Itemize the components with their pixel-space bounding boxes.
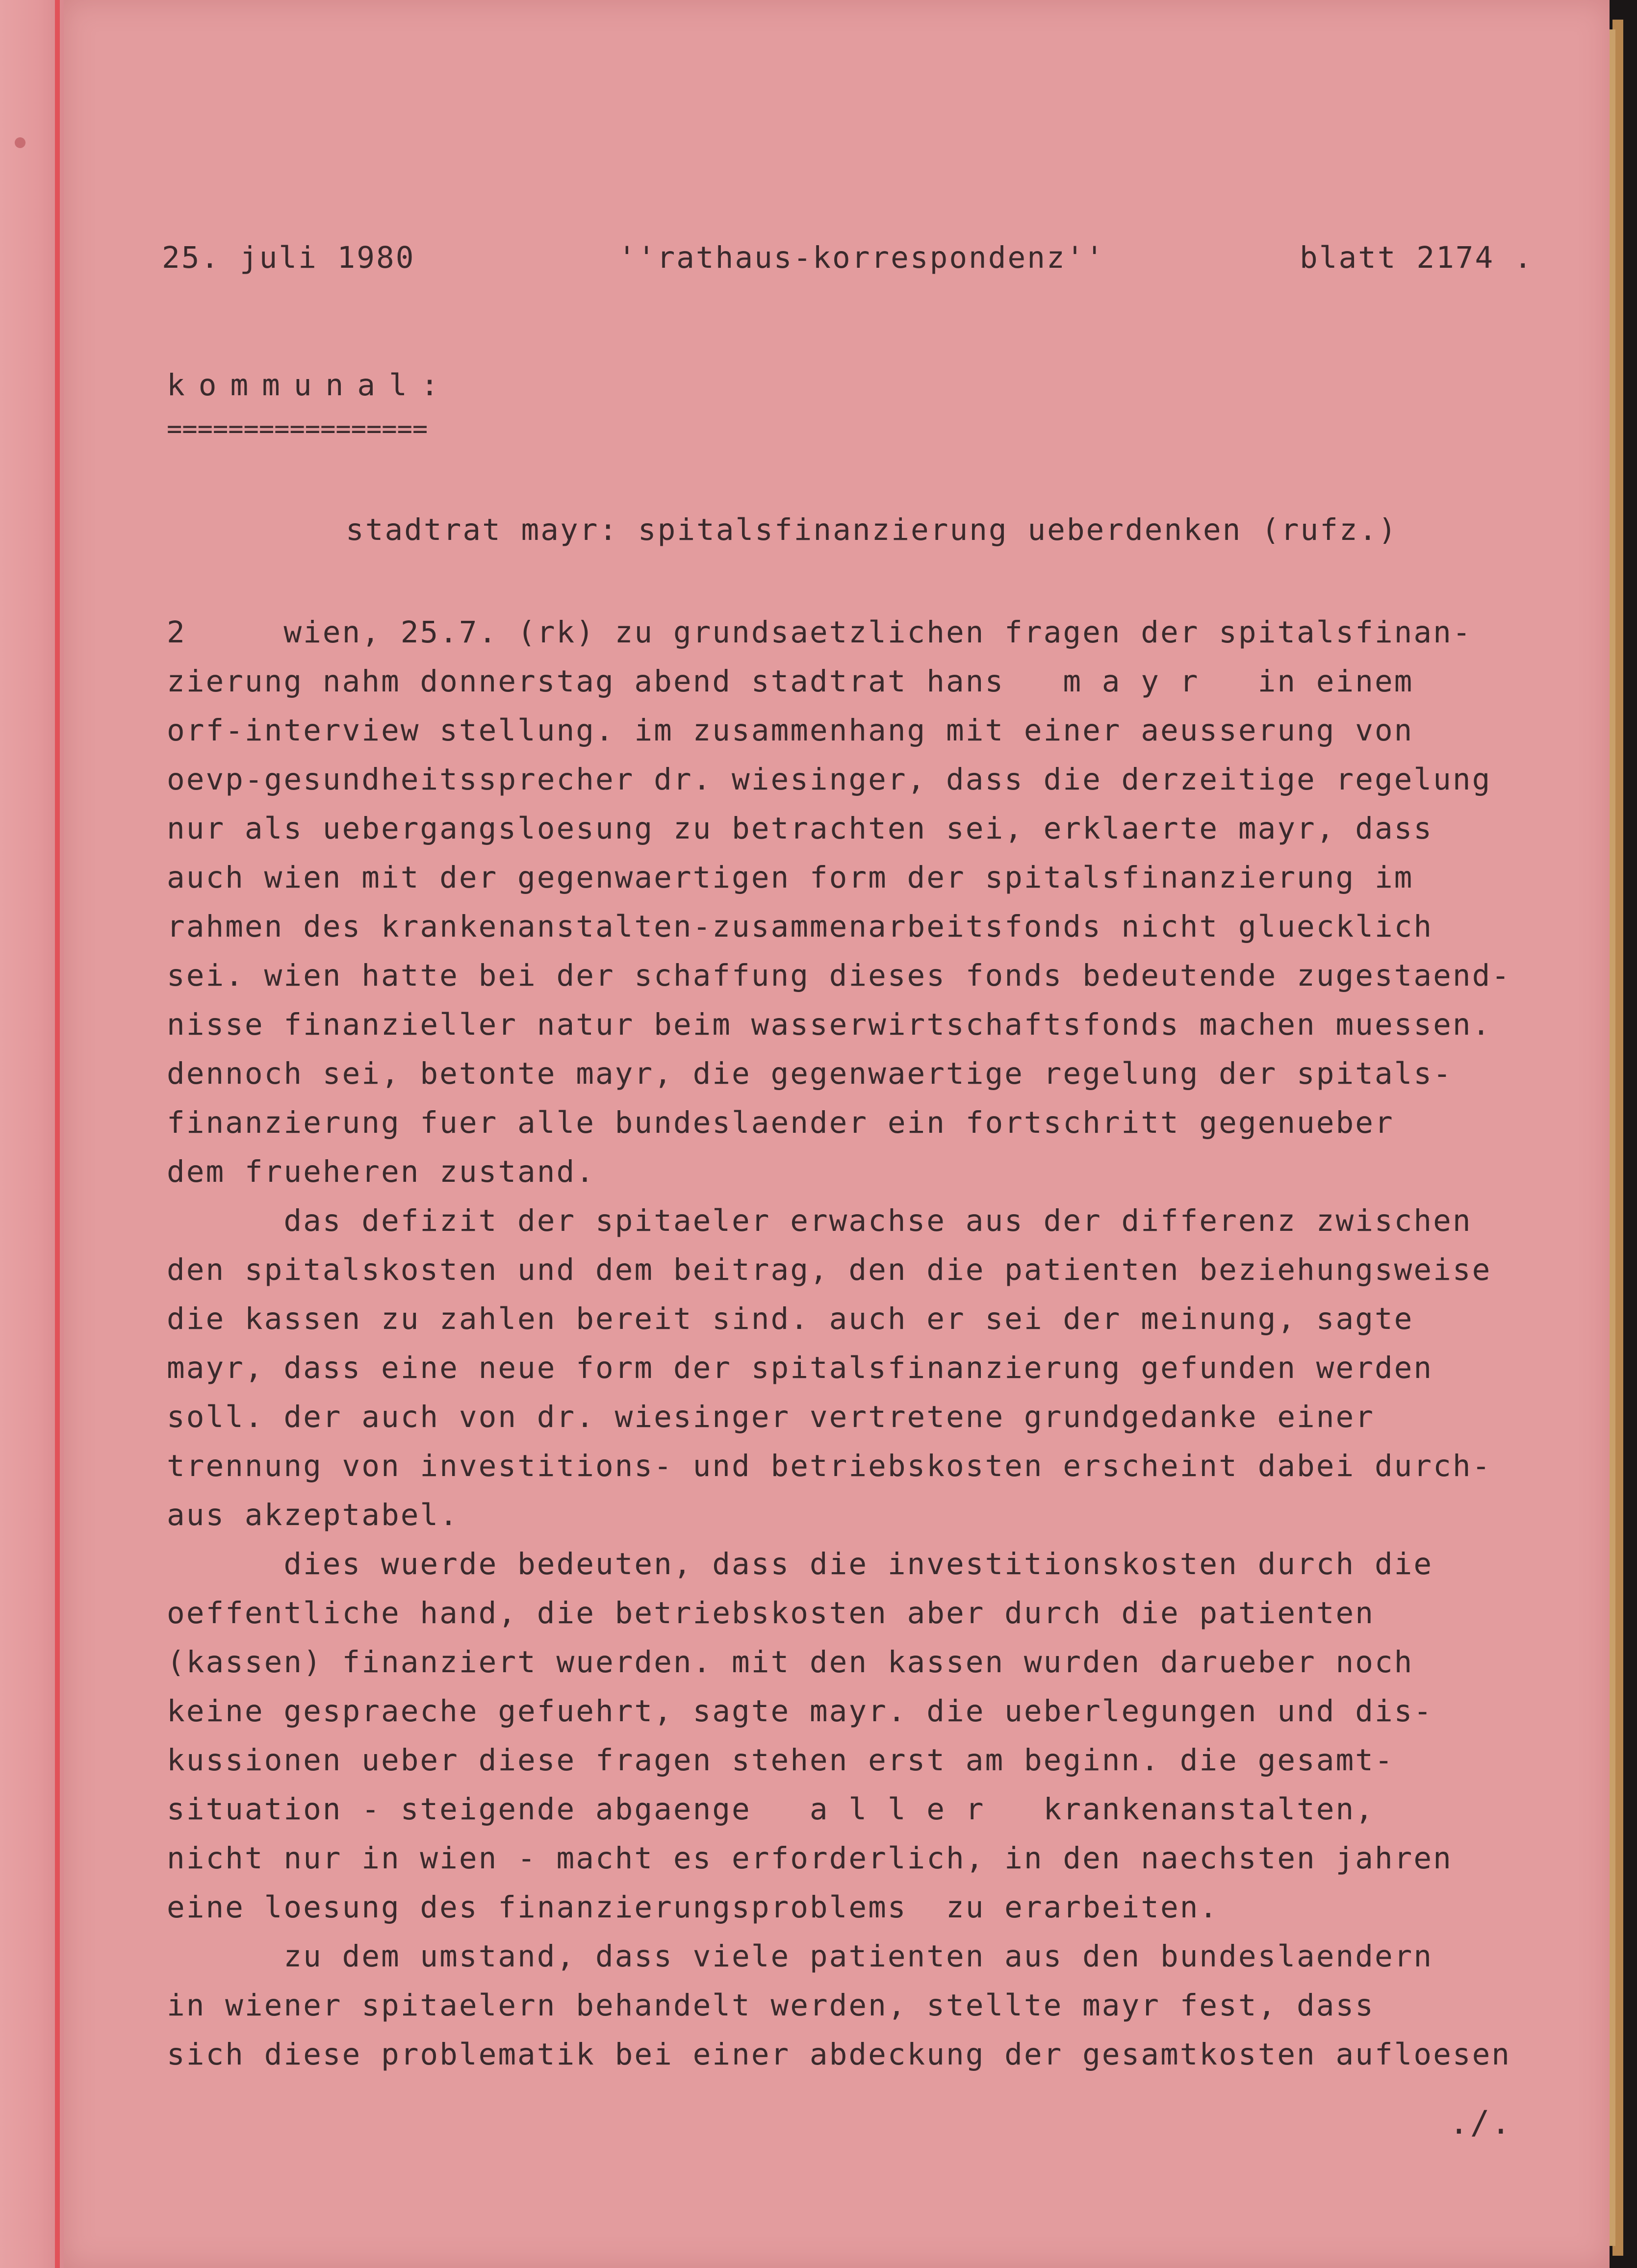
body-line: finanzierung fuer alle bundeslaender ein fortschritt gegenueber (167, 1105, 1394, 1140)
binding-strip (0, 0, 64, 2268)
body-line: nur als uebergangsloesung zu betrachten sei, erklaerte mayr, dass (167, 811, 1433, 846)
body-line: keine gespraeche gefuehrt, sagte mayr. die ueberlegungen und dis- (167, 1694, 1433, 1729)
body-line: (kassen) finanziert wuerden. mit den kassen wurden darueber noch (167, 1645, 1414, 1680)
body-line: nicht nur in wien - macht es erforderlich, in den naechsten jahren (167, 1841, 1453, 1876)
header-date: 25. juli 1980 (162, 240, 415, 275)
body-line: eine loesung des finanzierungsproblems zu erarbeiten. (167, 1890, 1219, 1925)
body-line: mayr, dass eine neue form der spitalsfinanzierung gefunden werden (167, 1351, 1433, 1385)
header-publication: ''rathaus-korrespondenz'' (618, 240, 1105, 275)
body-line: oevp-gesundheitssprecher dr. wiesinger, dass die derzeitige regelung (167, 762, 1492, 797)
body-line: zu dem umstand, dass viele patienten aus den bundeslaendern (167, 1939, 1433, 1974)
continuation-mark: ./. (1449, 2104, 1512, 2141)
body-line: situation - steigende abgaenge a l l e r krankenanstalten, (167, 1792, 1375, 1827)
body-line: den spitalskosten und dem beitrag, den die patienten beziehungsweise (167, 1252, 1492, 1287)
binding-stain (15, 137, 26, 148)
body-line: trennung von investitions- und betriebskosten erscheint dabei durch- (167, 1449, 1492, 1483)
body-line: kussionen ueber diese fragen stehen erst am beginn. die gesamt- (167, 1743, 1394, 1778)
body-line: das defizit der spitaeler erwachse aus der differenz zwischen (167, 1203, 1472, 1238)
body-line: die kassen zu zahlen bereit sind. auch er sei der meinung, sagte (167, 1301, 1414, 1336)
section-underline: ================= (167, 414, 428, 444)
binding-line (55, 0, 60, 2268)
body-line: aus akzeptabel. (167, 1498, 459, 1532)
body-line: soll. der auch von dr. wiesinger vertretene grundgedanke einer (167, 1400, 1375, 1434)
body-line: oeffentliche hand, die betriebskosten aber durch die patienten (167, 1596, 1375, 1631)
body-line: sich diese problematik bei einer abdeckung der gesamtkosten aufloesen (167, 2037, 1511, 2072)
article-headline: stadtrat mayr: spitalsfinanzierung ueberdenken (rufz.) (346, 512, 1398, 547)
body-line: dies wuerde bedeuten, dass die investitionskosten durch die (167, 1547, 1433, 1581)
body-line: auch wien mit der gegenwaertigen form der spitalsfinanzierung im (167, 860, 1414, 895)
body-line: orf-interview stellung. im zusammenhang mit einer aeusserung von (167, 713, 1414, 748)
body-line: sei. wien hatte bei der schaffung dieses fonds bedeutende zugestaend- (167, 958, 1511, 993)
body-line: 2 wien, 25.7. (rk) zu grundsaetzlichen fragen der spitalsfinan- (167, 615, 1472, 650)
body-line: dem frueheren zustand. (167, 1154, 595, 1189)
header-sheet-number: blatt 2174 . (1300, 240, 1534, 275)
body-line: zierung nahm donnerstag abend stadtrat hans m a y r in einem (167, 664, 1414, 699)
section-title: kommunal: (167, 368, 453, 403)
body-line: in wiener spitaelern behandelt werden, stellte mayr fest, dass (167, 1988, 1375, 2023)
body-line: dennoch sei, betonte mayr, die gegenwaertige regelung der spitals- (167, 1056, 1453, 1091)
article-body (167, 608, 1589, 2079)
body-line: nisse finanzieller natur beim wasserwirtschaftsfonds machen muessen. (167, 1007, 1492, 1042)
body-line: rahmen des krankenanstalten-zusammenarbeitsfonds nicht gluecklich (167, 909, 1433, 944)
